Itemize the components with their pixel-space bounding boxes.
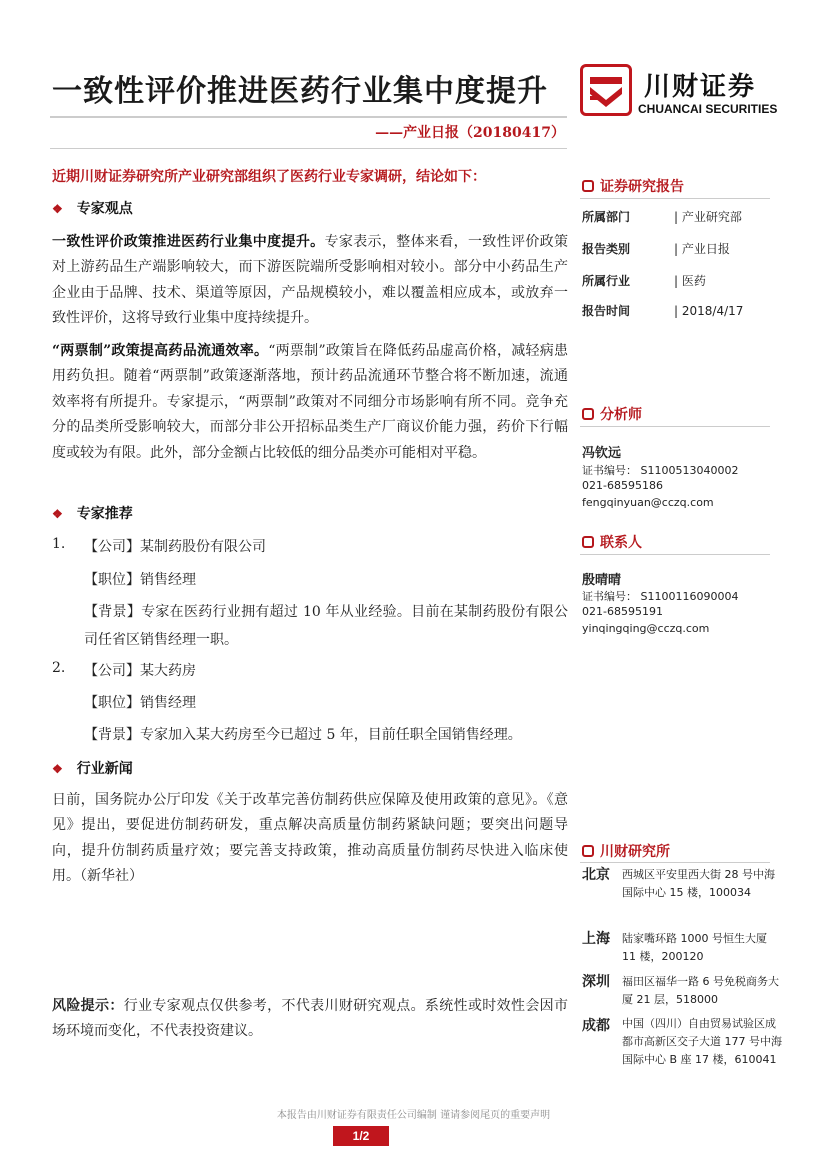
sidebar-heading-institute: 川财研究所 — [582, 841, 670, 861]
page-title: 一致性评价推进医药行业集中度提升 — [52, 74, 548, 109]
news-body: 日前，国务院办公厅印发《关于改革完善仿制药供应保障及使用政策的意见》。《意见》提出，要促进仿制药研发，重点解决高质量仿制药紧缺问题；要突出问题导向，提升仿制药质量疗效；要完善支持政策，推动高质量仿制药尽快进入临床使用。（新华社） — [52, 792, 568, 885]
sidebar-heading-contact: 联系人 — [582, 532, 642, 552]
risk-notice — [52, 994, 568, 1044]
risk-label: 风险提示： — [52, 998, 124, 1014]
square-bullet-icon — [582, 408, 594, 420]
logo-mark-icon — [580, 64, 632, 116]
expert-item-2 — [52, 660, 65, 676]
sidebar-heading-report: 证券研究报告 — [582, 176, 684, 196]
contact-name: 殷晴晴 — [582, 573, 622, 588]
section-title: 专家观点 — [76, 201, 133, 217]
square-bullet-icon — [582, 536, 594, 548]
office-address-beijing: 西城区平安里西大街 28 号中海国际中心 15 楼，100034 — [622, 868, 775, 899]
expert-position: 【职位】销售经理 — [84, 572, 196, 588]
analyst-name: 冯钦远 — [582, 446, 622, 461]
section-heading-recommend — [52, 503, 133, 523]
contact-cert: 证书编号： S1100116090004 — [582, 590, 739, 603]
logo-name-en: CHUANCAI SECURITIES — [638, 102, 778, 116]
item-number: 1. — [52, 536, 66, 552]
meta-row-date: 报告时间 | 2018/4/17 — [582, 304, 744, 318]
section-heading-news — [52, 758, 133, 778]
expert-company: 【公司】某大药房 — [84, 663, 196, 679]
sidebar-heading-analyst: 分析师 — [582, 404, 642, 424]
office-city-chengdu: 成都 — [582, 1018, 610, 1034]
analyst-email[interactable]: fengqinyuan@cczq.com — [582, 496, 714, 509]
page-indicator: 1/2 — [333, 1126, 389, 1146]
diamond-bullet-icon: ❖ — [52, 762, 63, 776]
title-divider — [50, 116, 567, 118]
square-bullet-icon — [582, 180, 594, 192]
section-title: 专家推荐 — [76, 506, 133, 522]
paragraph-body: 专家表示，整体来看，一致性评价政策对上游药品生产端影响较大，而下游医院端所受影响相对较小。部分中小药品生产企业由于品牌、技术、渠道等原因，产品规模较小，难以覆盖相应成本，或放弃一致性评价，这将导致行业集中度持续提升。 — [52, 234, 569, 327]
office-address-shenzhen: 福田区福华一路 6 号免税商务大厦 21 层，518000 — [622, 975, 779, 1006]
meta-row-department: 所属部门 | 产业研究部 — [582, 210, 742, 224]
analyst-phone: 021-68595186 — [582, 479, 663, 492]
expert-position: 【职位】销售经理 — [84, 695, 196, 711]
section-title: 行业新闻 — [76, 761, 133, 777]
meta-row-category: 报告类别 | 产业日报 — [582, 242, 730, 256]
contact-email[interactable]: yinqingqing@cczq.com — [582, 622, 710, 635]
sidebar-divider — [580, 426, 770, 427]
paragraph-consistency — [52, 230, 568, 332]
sidebar-divider — [580, 554, 770, 555]
expert-company: 【公司】某制药股份有限公司 — [84, 539, 266, 555]
intro-text: 近期川财证券研究所产业研究部组织了医药行业专家调研，结论如下： — [52, 169, 486, 185]
paragraph-body: “两票制”政策旨在降低药品虚高价格，减轻病患用药负担。随着“两票制”政策逐渐落地，预计药品流通环节整合将不断加速，流通效率将有所提升。专家提示，“两票制”政策对不同细分市场影响有所不同。竞争充分的品类所受影响较大，而部分非公开招标品类生产厂商议价能力强，药价下行幅度或较为有限。此外，部分金额占比较低的细分品类亦可能相对平稳。 — [52, 343, 568, 461]
expert-background: 【背景】专家加入某大药房至今已超过 5 年，目前任职全国销售经理。 — [84, 727, 522, 743]
analyst-cert: 证书编号： S1100513040002 — [582, 464, 739, 477]
meta-row-industry: 所属行业 | 医药 — [582, 274, 706, 288]
contact-phone: 021-68595191 — [582, 605, 663, 618]
paragraph-lead: “两票制”政策提高药品流通效率。 — [52, 343, 269, 359]
office-city-beijing: 北京 — [582, 867, 610, 883]
section-heading-views — [52, 198, 133, 218]
footer-note: 本报告由川财证券有限责任公司编制 谨请参阅尾页的重要声明 — [276, 1110, 551, 1121]
sidebar-divider — [580, 198, 770, 199]
company-logo — [580, 64, 780, 124]
sidebar-divider — [580, 862, 770, 863]
office-address-shanghai: 陆家嘴环路 1000 号恒生大厦 11 楼，200120 — [622, 932, 767, 963]
item-number: 2. — [52, 660, 66, 676]
office-city-shenzhen: 深圳 — [582, 974, 610, 990]
report-subtitle: ——产业日报（20180417） — [375, 125, 565, 141]
expert-item-1 — [52, 536, 65, 552]
square-bullet-icon — [582, 845, 594, 857]
paragraph-two-invoice — [52, 339, 568, 466]
office-city-shanghai: 上海 — [582, 931, 610, 947]
subtitle-divider — [50, 148, 567, 149]
logo-name-cn: 川财证券 — [644, 72, 757, 102]
expert-background: 【背景】专家在医药行业拥有超过 10 年从业经验。目前在某制药股份有限公司任省区销售经理一职。 — [84, 604, 568, 648]
office-address-chengdu: 中国（四川）自由贸易试验区成都市高新区交子大道 177 号中海国际中心 B 座 17 楼，610041 — [622, 1017, 782, 1066]
diamond-bullet-icon: ❖ — [52, 507, 63, 521]
risk-body: 行业专家观点仅供参考，不代表川财研究观点。系统性或时效性会因市场环境而变化，不代表投资建议。 — [52, 998, 569, 1039]
paragraph-lead: 一致性评价政策推进医药行业集中度提升。 — [52, 234, 325, 250]
diamond-bullet-icon: ❖ — [52, 202, 63, 216]
